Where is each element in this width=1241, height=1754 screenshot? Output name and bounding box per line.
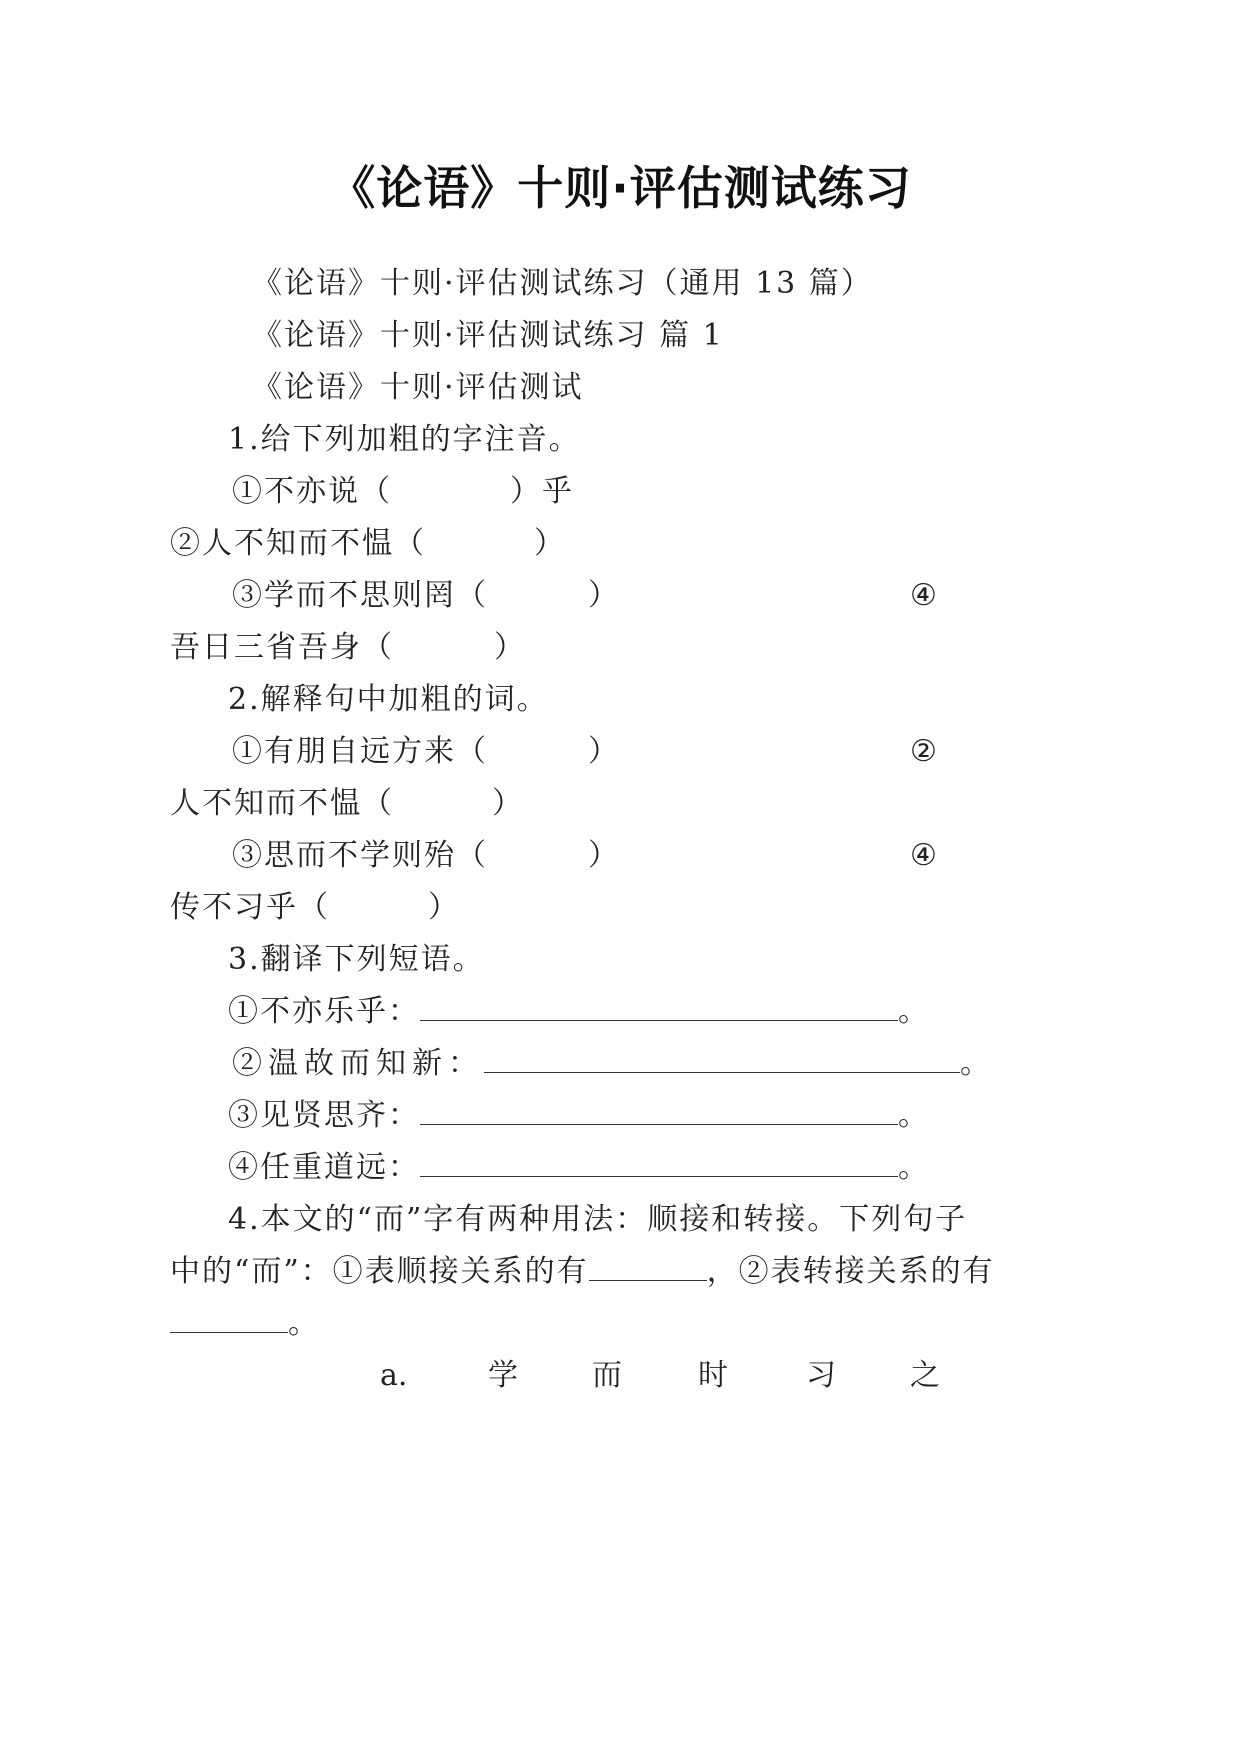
q1-item-2-end: ） bbox=[534, 526, 566, 561]
question-4-line-3 bbox=[170, 1304, 320, 1344]
q3-item-1 bbox=[228, 992, 930, 1032]
q3-item-3-text: ③见贤思齐： bbox=[228, 1098, 420, 1133]
q2-item-1 bbox=[232, 732, 620, 772]
q3-item-4-text: ④任重道远： bbox=[228, 1150, 420, 1185]
q2-item-1-text: ①有朋自远方来（ bbox=[232, 734, 488, 769]
q3-item-4-end: 。 bbox=[898, 1150, 930, 1185]
q3-item-1-end: 。 bbox=[898, 994, 930, 1029]
q1-item-3-end: ） bbox=[588, 578, 620, 613]
question-3: 3.翻译下列短语。 bbox=[228, 942, 485, 977]
q3-item-1-text: ①不亦乐乎： bbox=[228, 994, 420, 1029]
q1-item-1 bbox=[232, 472, 574, 512]
option-a-char: 之 bbox=[910, 1358, 940, 1393]
q2-item-2-text: 人不知而不愠（ bbox=[170, 786, 394, 821]
q2-item-1-end: ） bbox=[588, 734, 620, 769]
q2-item-4 bbox=[170, 888, 460, 928]
q2-item-2-marker: ② bbox=[910, 734, 937, 769]
q2-item-2 bbox=[170, 784, 524, 824]
q1-item-3 bbox=[232, 576, 620, 616]
question-2: 2.解释句中加粗的词。 bbox=[228, 682, 549, 717]
q1-item-4-text: 吾日三省吾身（ bbox=[170, 630, 394, 665]
answer-line[interactable] bbox=[170, 1306, 288, 1333]
page-title: 《论语》十则·评估测试练习 bbox=[329, 161, 912, 215]
option-a-char: 习 bbox=[806, 1358, 836, 1393]
q1-item-2-text: ②人不知而不愠（ bbox=[170, 526, 426, 561]
answer-line[interactable] bbox=[420, 1098, 898, 1125]
q2-item-4-text: 传不习乎（ bbox=[170, 890, 330, 925]
q1-item-4-end: ） bbox=[494, 630, 526, 665]
q1-item-1-text: ①不亦说（ bbox=[232, 474, 392, 509]
option-a-label: a. bbox=[380, 1358, 408, 1393]
q3-item-4 bbox=[228, 1148, 930, 1188]
q3-item-2-text: ②温故而知新： bbox=[232, 1046, 484, 1081]
option-a-char: 而 bbox=[592, 1358, 622, 1393]
q3-item-2 bbox=[232, 1044, 996, 1084]
option-a-char: 时 bbox=[698, 1358, 728, 1393]
q4-line-2-text: 中的“而”：①表顺接关系的有 bbox=[170, 1254, 589, 1289]
q2-item-4-end: ） bbox=[428, 890, 460, 925]
q1-item-3-text: ③学而不思则罔（ bbox=[232, 578, 488, 613]
q2-item-3-text: ③思而不学则殆（ bbox=[232, 838, 488, 873]
answer-line[interactable] bbox=[420, 1150, 898, 1177]
q4-line-3-end: 。 bbox=[288, 1306, 320, 1341]
q1-item-2 bbox=[170, 524, 566, 564]
q3-item-3-end: 。 bbox=[898, 1098, 930, 1133]
answer-line[interactable] bbox=[484, 1046, 960, 1073]
option-a-char: 学 bbox=[488, 1358, 518, 1393]
question-4-line-1: 4.本文的“而”字有两种用法：顺接和转接。下列句子 bbox=[228, 1202, 968, 1237]
q1-item-4-marker: ④ bbox=[910, 578, 937, 613]
q3-item-2-end: 。 bbox=[960, 1046, 996, 1081]
answer-line[interactable] bbox=[589, 1254, 707, 1281]
answer-line[interactable] bbox=[420, 994, 898, 1021]
q4-line-2-text-b: ，②表转接关系的有 bbox=[706, 1254, 995, 1289]
question-4-line-2 bbox=[170, 1252, 995, 1292]
q1-item-1-end: ）乎 bbox=[510, 474, 574, 509]
question-1: 1.给下列加粗的字注音。 bbox=[228, 422, 581, 457]
q2-item-3 bbox=[232, 836, 620, 876]
q2-item-3-end: ） bbox=[588, 838, 620, 873]
q2-item-2-end: ） bbox=[492, 786, 524, 821]
subtitle-line: 《论语》十则·评估测试练习（通用 13 篇） bbox=[252, 266, 873, 301]
q2-item-4-marker: ④ bbox=[910, 838, 937, 873]
q3-item-3 bbox=[228, 1096, 930, 1136]
section-subheading: 《论语》十则·评估测试 bbox=[252, 370, 584, 405]
q1-item-4 bbox=[170, 628, 526, 668]
section-heading: 《论语》十则·评估测试练习 篇 1 bbox=[252, 318, 724, 353]
